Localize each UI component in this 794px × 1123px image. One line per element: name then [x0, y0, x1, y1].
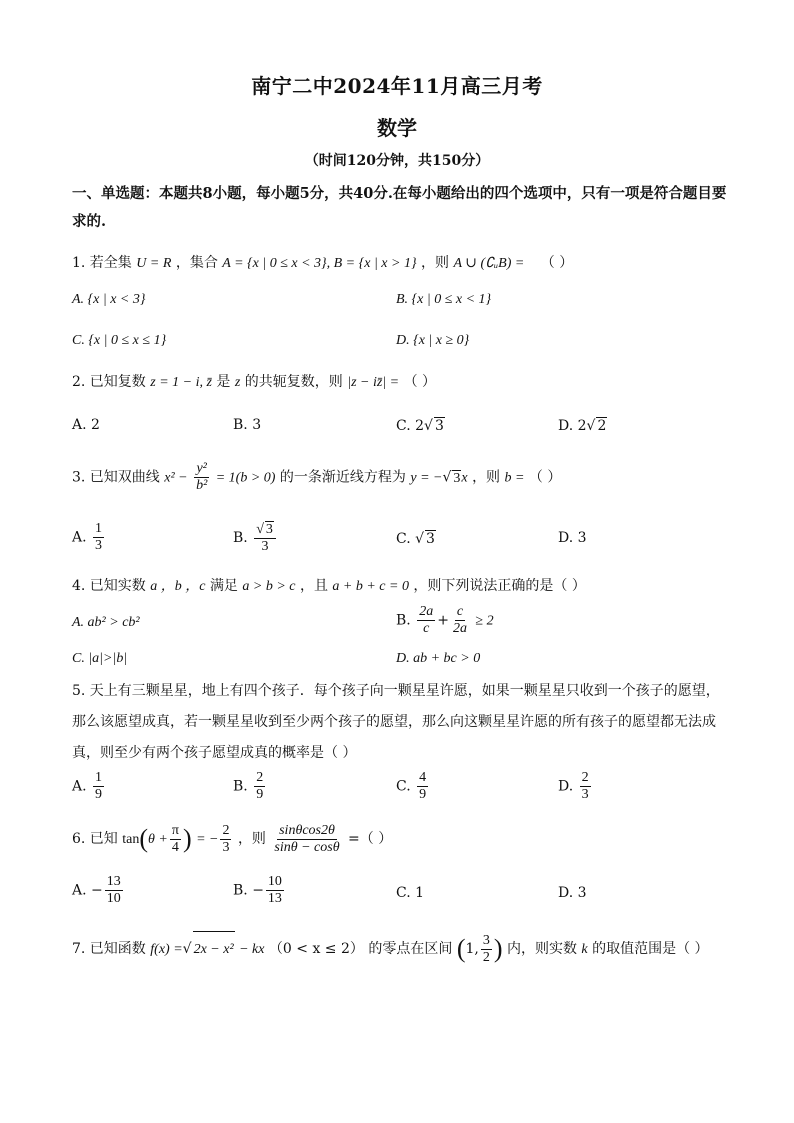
q2-option-c[interactable]: C. 2√ 3: [396, 418, 444, 434]
q4-option-b-frac1: [417, 604, 435, 637]
question-6: [72, 821, 392, 858]
q4-option-d[interactable]: D. ab + bc > 0: [396, 651, 481, 666]
q3-option-a[interactable]: [72, 521, 106, 554]
frac-num: 10: [267, 874, 282, 889]
q3-option-b-frac: [254, 521, 276, 555]
q1-sets: A = {x | 0 ≤ x < 3}, B = {x | x > 1}: [222, 256, 417, 271]
q2-option-b[interactable]: B. 3: [233, 417, 262, 433]
q4-vars: a ，b ，c: [150, 579, 206, 594]
q6-eq: = −: [196, 832, 219, 847]
q3-asym-radicand: 3: [453, 470, 461, 486]
q3-b: b =: [504, 470, 525, 486]
q2-option-a[interactable]: A. 2: [72, 417, 100, 433]
q7-interval-frac: [481, 933, 492, 966]
q7-paren-left: (: [456, 934, 466, 963]
q2-z: z = 1 − i, z̄: [150, 375, 212, 390]
q6-option-b-frac: [266, 874, 284, 907]
q3-option-c-radicand: 3: [426, 531, 435, 547]
q1-stem: 1. 若全集: [72, 255, 132, 271]
q6-big-frac: [272, 823, 341, 856]
q6-tail: =（ ）: [348, 831, 393, 847]
q6-stem-b: ，则: [237, 831, 266, 847]
q1-option-c[interactable]: C. {x | 0 ≤ x ≤ 1}: [72, 333, 167, 348]
q4-option-b-frac2: [451, 604, 469, 637]
q2-option-c-label: C. 2: [396, 418, 425, 434]
frac-den: c: [423, 621, 430, 636]
q5-option-b[interactable]: [233, 770, 267, 803]
q5-option-a-frac: [93, 770, 104, 803]
frac-den: 2: [482, 949, 490, 965]
frac-den: 3: [222, 839, 230, 855]
frac-den: 3: [581, 787, 589, 802]
q7-stem-d: 的取值范围是（ ）: [592, 941, 709, 957]
q6-paren-left: (: [139, 824, 149, 853]
q2-z-var: z: [234, 375, 241, 390]
q7-fx: f(x) =: [150, 942, 183, 957]
q2-option-d[interactable]: D. 2√ 2: [558, 418, 607, 434]
q6-option-b-label: B. −: [233, 882, 264, 899]
q4-option-b[interactable]: B. $\frac{2a}{c}$ + $\frac{c}{2a}$ ≥ 2: [396, 604, 494, 636]
q1-option-b[interactable]: B. {x | 0 ≤ x < 1}: [396, 292, 492, 307]
frac-den: sinθ − cosθ: [274, 839, 340, 855]
frac-num: 2: [222, 822, 230, 838]
q6-option-a[interactable]: [72, 874, 125, 907]
q4-sum: a + b + c = 0: [332, 579, 409, 594]
q4-option-c[interactable]: C. |a|>|b|: [72, 651, 128, 666]
question-3: 3. 已知双曲线 x² − $\frac{\text{y²}}{\text{b²}}$ = 1(b > 0) 的一条渐近线方程为 y = −√ 3x ，则 b = （ ）: [72, 461, 562, 493]
frac-den: 10: [106, 891, 121, 906]
frac-den: 9: [419, 787, 427, 802]
q4-stem-d: ，则下列说法正确的是（ ）: [413, 578, 586, 594]
q7-k: k: [581, 942, 588, 957]
q4-option-b-tail: ≥ 2: [475, 613, 494, 629]
q1-option-d[interactable]: D. {x | x ≥ 0}: [396, 333, 470, 348]
q5-option-c[interactable]: [396, 770, 430, 803]
frac-den: 2a: [452, 621, 467, 636]
exam-title: 南宁二中2024年11月高三月考: [251, 74, 543, 98]
q3-stem: 3. 已知双曲线: [72, 469, 160, 486]
q6-paren-right: ): [182, 824, 192, 853]
q3-eq-a: x² −: [164, 470, 188, 486]
q7-interval-left: 1,: [465, 941, 479, 957]
question-2: [72, 374, 436, 391]
q3-option-b-label: B.: [233, 530, 248, 546]
q6-rhs-frac: [220, 823, 231, 856]
q3-stem-c: ，则: [472, 469, 501, 486]
q1-blank: （ ）: [540, 255, 574, 271]
q5-option-d[interactable]: [558, 770, 593, 803]
q1-expression: A ∪ (∁ᵤB) =: [453, 256, 525, 271]
q7-rest: − kx: [239, 942, 265, 957]
q3-stem-b: 的一条渐近线方程为: [279, 469, 406, 486]
frac-num: √ 3: [254, 521, 276, 539]
frac-num: 1: [95, 521, 103, 536]
q2-stem-c: 的共轭复数，则: [244, 374, 343, 390]
q7-paren-right: ): [493, 934, 503, 963]
q7-radicand: 2x − x²: [193, 931, 235, 968]
frac-num-radicand: 3: [265, 522, 273, 537]
frac-num: 2: [256, 770, 264, 785]
q3-option-a-label: A.: [72, 529, 87, 546]
q5-option-b-frac: [254, 770, 265, 803]
q1-universal-set: U = R: [136, 256, 172, 271]
q2-stem: 2. 已知复数: [72, 374, 146, 390]
q5-option-a-label: A.: [72, 778, 87, 795]
q6-option-a-frac: [105, 874, 123, 907]
q7-stem: 7. 已知函数: [72, 941, 146, 957]
q3-option-b[interactable]: [233, 521, 278, 555]
q7-domain: （0 < x ≤ 2）: [268, 941, 364, 957]
q7-stem-b: 的零点在区间: [368, 941, 453, 957]
q3-eq-b: = 1(b > 0): [215, 470, 276, 486]
frac-num: 4: [419, 770, 427, 785]
q2-option-d-radicand: 2: [597, 418, 607, 434]
q6-option-d[interactable]: D. 3: [558, 885, 587, 901]
question-4: [72, 578, 586, 595]
q3-asym-x: x: [461, 470, 468, 486]
q7-stem-c: 内，则实数: [506, 941, 577, 957]
q3-blank: （ ）: [528, 469, 562, 486]
q1-stem-c: ，则: [421, 255, 450, 271]
q4-option-a[interactable]: A. ab² > cb²: [72, 615, 140, 630]
frac-num: 2: [581, 770, 589, 785]
q4-option-b-label: B.: [396, 612, 411, 629]
question-7: 7. 已知函数 f(x) =√ 2x − x² − kx （0 < x ≤ 2） 的零点在区间 (1, $\frac{3}{2}$ ) 内，则实数 k 的取值范围是（ ）: [72, 931, 709, 968]
q5-option-d-label: D.: [558, 778, 574, 795]
frac-den: 3: [261, 539, 269, 554]
q3-option-a-frac: [93, 521, 104, 554]
q4-stem-b: 满足: [209, 578, 238, 594]
frac-num: sinθcos2θ: [279, 822, 335, 838]
q3-frac-num: y²: [196, 461, 207, 476]
q6-option-b[interactable]: [233, 874, 286, 907]
q2-stem-b: 是: [216, 374, 231, 390]
q1-option-a[interactable]: A. {x | x < 3}: [72, 292, 146, 307]
frac-num: 13: [106, 874, 121, 889]
q5-option-a[interactable]: [72, 770, 106, 803]
frac-den: 4: [171, 839, 179, 855]
q1-stem-b: ，集合: [175, 255, 218, 271]
frac-num: π: [171, 822, 179, 838]
q6-option-c[interactable]: C. 1: [396, 885, 425, 901]
q4-stem-c: ，且: [299, 578, 328, 594]
frac-den: 3: [95, 538, 103, 553]
q4-condition: a > b > c: [242, 579, 296, 594]
frac-den: 13: [267, 891, 282, 906]
section-heading: 一、单选题：本题共8小题，每小题5分，共40分.在每小题给出的四个选项中，只有一项是符合题目要求的.: [72, 185, 727, 230]
frac-den: 9: [95, 787, 103, 802]
q5-option-d-frac: [580, 770, 591, 803]
q3-option-c[interactable]: C. √ 3: [396, 531, 435, 547]
frac-den: 9: [256, 787, 264, 802]
q2-blank: （ ）: [403, 374, 437, 390]
q6-pi-frac: [170, 823, 181, 856]
question-5: 5. 天上有三颗星星，地上有四个孩子．每个孩子向一颗星星许愿，如果一颗星星只收到一个孩子的愿望，那么该愿望成真，若一颗星星收到至少两个孩子的愿望，那么向这颗星星许愿的所有孩子的愿望都无法成真，则至少有两个孩子愿望成真的概率是（ ）: [72, 683, 720, 761]
q5-option-b-label: B.: [233, 778, 248, 795]
q3-option-c-label: C.: [396, 531, 411, 547]
q3-frac-den: b²: [196, 478, 208, 493]
q3-asym: y = −: [410, 470, 443, 486]
q6-theta: θ +: [148, 832, 168, 847]
q2-option-d-label: D. 2: [558, 418, 587, 434]
frac-num: 1: [95, 770, 103, 785]
q3-option-d[interactable]: D. 3: [558, 530, 587, 546]
subject-title: 数学: [377, 116, 417, 140]
q2-expression: |z − iz̄| =: [347, 375, 400, 390]
q3-fraction: [194, 461, 209, 494]
q6-stem: 6. 已知: [72, 831, 118, 847]
q5-option-c-label: C.: [396, 778, 411, 795]
question-1: [72, 255, 573, 272]
frac-num: 2a: [419, 604, 434, 619]
q2-option-c-radicand: 3: [434, 418, 444, 434]
q5-option-c-frac: [417, 770, 428, 803]
frac-num: c: [456, 604, 464, 619]
q6-option-a-label: A. −: [72, 882, 103, 899]
q6-tan: tan: [122, 832, 140, 847]
q4-stem: 4. 已知实数: [72, 578, 146, 594]
frac-num: 3: [482, 932, 490, 948]
time-note: （时间120分钟，共150分）: [304, 153, 490, 169]
